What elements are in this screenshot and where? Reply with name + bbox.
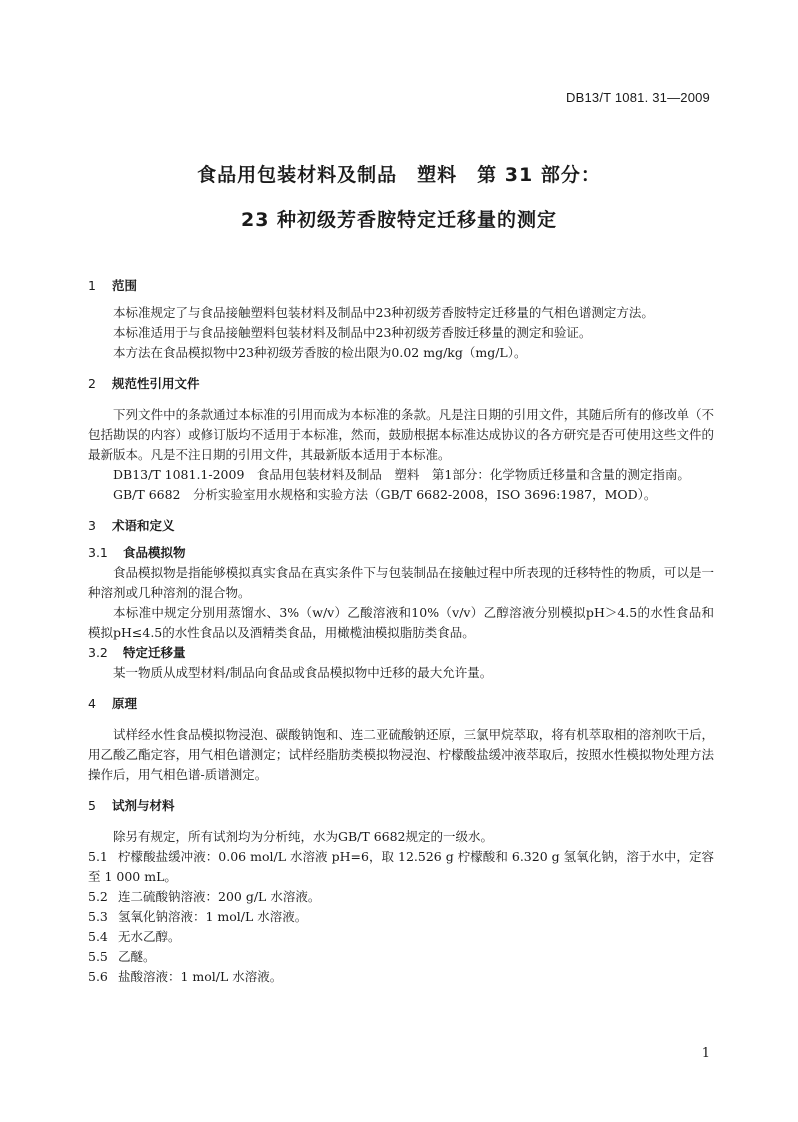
item-number: 5.3 [88, 909, 108, 924]
paragraph: 除另有规定，所有试剂均为分析纯，水为GB/T 6682规定的一级水。 [113, 829, 494, 844]
list-item [88, 887, 714, 907]
paragraph: 下列文件中的条款通过本标准的引用而成为本标准的条款。凡是注日期的引用文件，其随后所有的修改单（不包括勘误的内容）或修订版均不适用于本标准，然而，鼓励根据本标准达成协议的各方研究是否可使用这些文件的最新版本。凡是不注日期的引用文件，其最新版本适用于本标准。 [88, 407, 714, 462]
section-number: 5 [88, 798, 96, 813]
section-title: 范围 [112, 278, 138, 293]
item-text: 柠檬酸盐缓冲液：0.06 mol/L 水溶液 pH=6，取 12.526 g 柠檬酸和 6.320 g 氢氧化钠，溶于水中，定容至 1 000 mL。 [88, 849, 714, 884]
list-item [88, 967, 714, 987]
section-number: 2 [88, 376, 96, 391]
section-title: 试剂与材料 [112, 798, 175, 813]
standard-code: DB13/T 1081. 31—2009 [566, 90, 710, 105]
subsection-3-1-heading [88, 543, 714, 563]
section-title: 术语和定义 [112, 518, 175, 533]
section-2-heading [88, 374, 714, 394]
item-text: 无水乙醇。 [118, 929, 181, 944]
item-text: 乙醚。 [118, 949, 156, 964]
item-text: 连二硫酸钠溶液：200 g/L 水溶液。 [118, 889, 321, 904]
section-5-heading [88, 796, 714, 816]
item-number: 5.4 [88, 929, 108, 944]
document-title-line2: 23 种初级芳香胺特定迁移量的测定 [240, 209, 558, 231]
item-number: 5.6 [88, 969, 108, 984]
reference-item: GB/T 6682 分析实验室用水规格和实验方法（GB/T 6682-2008，ISO 3696:1987，MOD）。 [113, 487, 657, 502]
list-item [88, 907, 714, 927]
subsection-title: 特定迁移量 [123, 645, 186, 660]
section-4-heading [88, 694, 714, 714]
section-number: 1 [88, 278, 96, 293]
section-title: 规范性引用文件 [112, 376, 200, 391]
section-1-heading [88, 276, 714, 296]
document-title-line1: 食品用包装材料及制品 塑料 第 31 部分： [197, 164, 601, 186]
item-number: 5.2 [88, 889, 108, 904]
subsection-number: 3.1 [88, 545, 108, 560]
item-number: 5.5 [88, 949, 108, 964]
section-title: 原理 [112, 696, 138, 711]
section-number: 4 [88, 696, 96, 711]
paragraph: 食品模拟物是指能够模拟真实食品在真实条件下与包装制品在接触过程中所表现的迁移特性的物质，可以是一种溶剂或几种溶剂的混合物。 [88, 565, 714, 600]
paragraph: 本标准规定了与食品接触塑料包装材料及制品中23种初级芳香胺特定迁移量的气相色谱测定方法。 [113, 305, 654, 320]
item-number: 5.1 [88, 849, 108, 864]
section-number: 3 [88, 518, 96, 533]
paragraph: 本标准中规定分别用蒸馏水、3%（w/v）乙酸溶液和10%（v/v）乙醇溶液分别模拟pH＞4.5的水性食品和模拟pH≤4.5的水性食品以及酒精类食品，用橄榄油模拟脂肪类食品。 [88, 605, 714, 640]
paragraph: 本方法在食品模拟物中23种初级芳香胺的检出限为0.02 mg/kg（mg/L）。 [113, 345, 527, 360]
paragraph: 本标准适用于与食品接触塑料包装材料及制品中23种初级芳香胺迁移量的测定和验证。 [113, 325, 592, 340]
section-3-heading [88, 516, 714, 536]
reference-item: DB13/T 1081.1-2009 食品用包装材料及制品 塑料 第1部分：化学物质迁移量和含量的测定指南。 [113, 467, 690, 482]
list-item [88, 927, 714, 947]
subsection-3-2-heading [88, 643, 714, 663]
list-item [88, 947, 714, 967]
list-item [88, 847, 714, 887]
subsection-title: 食品模拟物 [123, 545, 186, 560]
item-text: 盐酸溶液：1 mol/L 水溶液。 [118, 969, 283, 984]
paragraph: 试样经水性食品模拟物浸泡、碳酸钠饱和、连二亚硫酸钠还原，三氯甲烷萃取，将有机萃取相的溶剂吹干后，用乙酸乙酯定容，用气相色谱测定；试样经脂肪类模拟物浸泡、柠檬酸盐缓冲液萃取后，按照水性模拟物处理方法操作后，用气相色谱-质谱测定。 [88, 727, 714, 782]
subsection-number: 3.2 [88, 645, 108, 660]
document-body [88, 276, 714, 987]
page-number: 1 [701, 1046, 710, 1061]
paragraph: 某一物质从成型材料/制品向食品或食品模拟物中迁移的最大允许量。 [113, 665, 493, 680]
item-text: 氢氧化钠溶液：1 mol/L 水溶液。 [118, 909, 308, 924]
